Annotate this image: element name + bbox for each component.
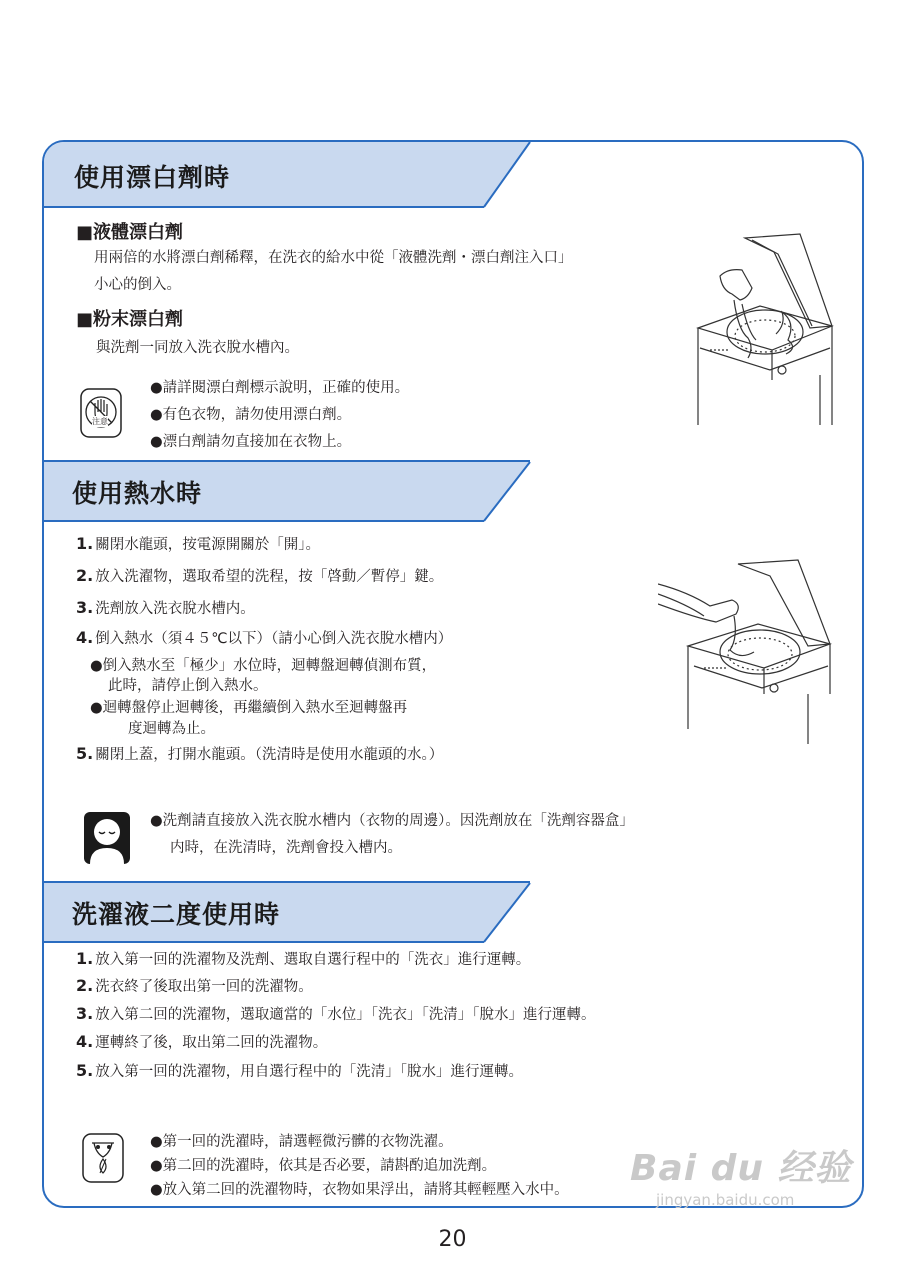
section-title: 使用漂白劑時	[74, 162, 231, 192]
bleach-note-3: ●漂白劑請勿直接加在衣物上。	[150, 434, 352, 450]
reuse-note-3: ●放入第二回的洗濯物時，衣物如果浮出，請將其輕輕壓入水中。	[150, 1182, 569, 1198]
hotwater-tip-1: ●洗劑請直接放入洗衣脫水槽内（衣物的周邊）。因洗劑放在「洗劑容器盒」	[150, 813, 634, 829]
hotwater-step-2: 2. 放入洗濯物，選取希望的洗程，按「啓動／暫停」鍵。	[76, 566, 444, 585]
reuse-step-3: 3. 放入第二回的洗濯物，選取適當的「水位」「洗衣」「洗清」「脫水」進行運轉。	[76, 1004, 596, 1023]
powder-bleach-heading: ■粉末漂白劑	[76, 309, 184, 330]
section-banner-reuse	[44, 881, 864, 945]
section-title: 洗濯液二度使用時	[72, 900, 281, 929]
bleach-note-2: ●有色衣物，請勿使用漂白劑。	[150, 407, 352, 423]
bleach-note-1: ●請詳閱漂白劑標示說明，正確的使用。	[150, 380, 410, 396]
detergent-tip-icon	[82, 1133, 124, 1183]
reuse-step-5: 5. 放入第一回的洗濯物，用自選行程中的「洗清」「脫水」進行運轉。	[76, 1061, 523, 1080]
page-number: 20	[438, 1227, 467, 1252]
watermark-main: Bai du 经验	[630, 1148, 852, 1189]
washer-hotwater-illustration	[658, 554, 838, 744]
watermark-sub: jingyan.baidu.com	[656, 1191, 795, 1209]
hotwater-step-3: 3. 洗劑放入洗衣脫水槽内。	[76, 598, 255, 617]
reuse-step-2: 2. 洗衣終了後取出第一回的洗濯物。	[76, 976, 313, 995]
hotwater-sub-1a: ●倒入熱水至「極少」水位時，迴轉盤迴轉偵測布質，	[90, 658, 437, 674]
reuse-note-2: ●第二回的洗濯時，依其是否必要，請斟酌追加洗劑。	[150, 1158, 497, 1174]
reuse-step-1: 1. 放入第一回的洗濯物及洗劑、選取自選行程中的「洗衣」進行運轉。	[76, 949, 531, 968]
hotwater-step-4: 4. 倒入熱水（須４５℃以下）（請小心倒入洗衣脫水槽内）	[76, 628, 453, 647]
liquid-bleach-text-2: 小心的倒入。	[94, 277, 181, 293]
reuse-step-4: 4. 運轉終了後，取出第二回的洗濯物。	[76, 1032, 328, 1051]
powder-bleach-text: 與洗劑一同放入洗衣脫水槽內。	[96, 340, 299, 356]
tip-face-icon	[84, 812, 130, 864]
hotwater-sub-2b: 度迴轉為止。	[128, 721, 215, 737]
section-banner-bleach	[44, 142, 864, 209]
hotwater-step-5: 5. 關閉上蓋，打開水龍頭。（洗清時是使用水龍頭的水。）	[76, 744, 444, 763]
liquid-bleach-heading: ■液體漂白劑	[76, 222, 184, 243]
liquid-bleach-text-1: 用兩倍的水將漂白劑稀釋，在洗衣的給水中從「液體洗劑・漂白劑注入口」	[94, 250, 573, 266]
caution-icon-text: 注意	[92, 417, 108, 426]
caution-icon	[80, 388, 122, 438]
hotwater-step-1: 1. 關閉水龍頭，按電源開關於「開」。	[76, 534, 320, 553]
hotwater-sub-2a: ●迴轉盤停止迴轉後，再繼續倒入熱水至迴轉盤再	[90, 700, 408, 716]
content-frame	[42, 140, 864, 1208]
hotwater-tip-2: 内時，在洗清時，洗劑會投入槽内。	[170, 840, 402, 856]
section-title: 使用熱水時	[72, 479, 203, 508]
washer-pouring-illustration	[670, 230, 840, 425]
baidu-watermark	[630, 1140, 852, 1209]
reuse-note-1: ●第一回的洗濯時，請選輕微污髒的衣物洗濯。	[150, 1134, 453, 1150]
section-banner-hotwater	[44, 460, 864, 524]
hotwater-sub-1b: 此時，請停止倒入熱水。	[108, 678, 268, 694]
